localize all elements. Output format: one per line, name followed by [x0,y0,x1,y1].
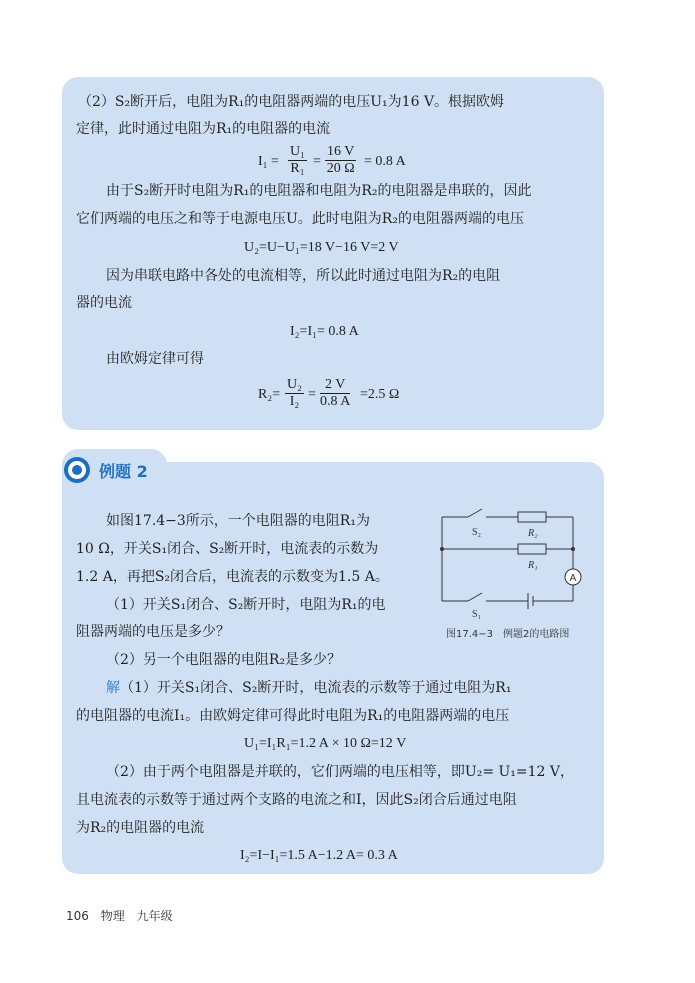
text-line: 器的电流 [76,295,132,311]
text-line: 的电阻器的电流I₁。由欧姆定律可得此时电阻为R₁的电阻器两端的电压 [76,708,510,724]
fraction: $\frac{16 V}{20 \Omega}$ [326,144,355,176]
equation-rhs: = 0.8 A [364,154,406,169]
text-line: 为R₂的电阻器的电流 [76,820,205,836]
solution-line: 解（1）开关S₁闭合、S₂断开时，电流表的示数等于通过电阻为R₁ [106,680,512,696]
text-line: 由于S₂断开时电阻为R₁的电阻器和电阻为R₂的电阻器是串联的，因此 [106,183,532,199]
equation-lhs: R₂= [258,387,281,402]
text-line: （2）由于两个电阻器是并联的，它们两端的电压相等，即U₂= U₁=12 V， [106,764,575,780]
equation: I₂=I₁= 0.8 A [290,324,359,339]
example-title: 例题 2 [99,462,148,481]
grade-label: 九年级 [136,909,173,923]
equation-rhs: =2.5 Ω [360,387,400,402]
equation: U₂=U−U₁=18 V−16 V=2 V [244,240,399,255]
fraction: $\frac{\text{U₂}}{\text{I₂}}$ [287,377,302,409]
fraction: $\frac{\text{U₁}}{\text{R₁}}$ [290,144,305,176]
ammeter-label: A [569,573,577,584]
solution-label: 解 [106,680,120,696]
text-line: 1.2 A，再把S₂闭合后，电流表的示数变为1.5 A。 [76,569,389,585]
text-line: 10 Ω，开关S₁闭合、S₂断开时，电流表的示数为 [76,541,379,557]
text-line: 由欧姆定律可得 [106,351,204,367]
text-line: （2）S₂断开后，电阻为R₁的电阻器两端的电压U₁为16 V。根据欧姆 [78,94,505,110]
text-line: （2）另一个电阻器的电阻R₂是多少？ [106,652,342,668]
switch-s2-label: S₂ [472,527,482,538]
text-line: 因为串联电路中各处的电流相等，所以此时通过电阻为R₂的电阻 [106,268,501,284]
equation: U₁=I₁R₁=1.2 A × 10 Ω=12 V [244,736,407,751]
equation: I₂=I−I₁=1.5 A−1.2 A= 0.3 A [240,848,398,863]
equation-equals: = [308,387,316,402]
page-number: 106 [66,909,89,923]
subject-label: 物理 [100,909,125,923]
text-line: （1）开关S₁闭合、S₂断开时，电阻为R₁的电 [106,597,386,613]
text-line: 它们两端的电压之和等于电源电压U。此时电阻为R₂的电阻器两端的电压 [76,211,524,227]
equation-equals: = [313,154,321,169]
resistor-r2-label: R₂ [528,528,538,539]
figure-caption: 图17.4−3 例题2的电路图 [446,629,570,640]
equation-lhs: I₁ = [258,154,279,169]
text-line: 如图17.4−3所示，一个电阻器的电阻R₁为 [106,513,370,529]
resistor-r1-label: R₁ [528,560,538,571]
circuit-diagram [440,505,590,620]
switch-s1-label: S₁ [472,609,482,620]
target-icon [62,455,92,485]
text-line: 阻器两端的电压是多少？ [76,624,230,640]
text-line: 定律，此时通过电阻为R₁的电阻器的电流 [76,121,331,137]
page-footer [66,907,181,924]
text-line: 且电流表的示数等于通过两个支路的电流之和I，因此S₂闭合后通过电阻 [76,792,517,808]
fraction: $\frac{2 V}{0.8 A}$ [320,377,351,409]
